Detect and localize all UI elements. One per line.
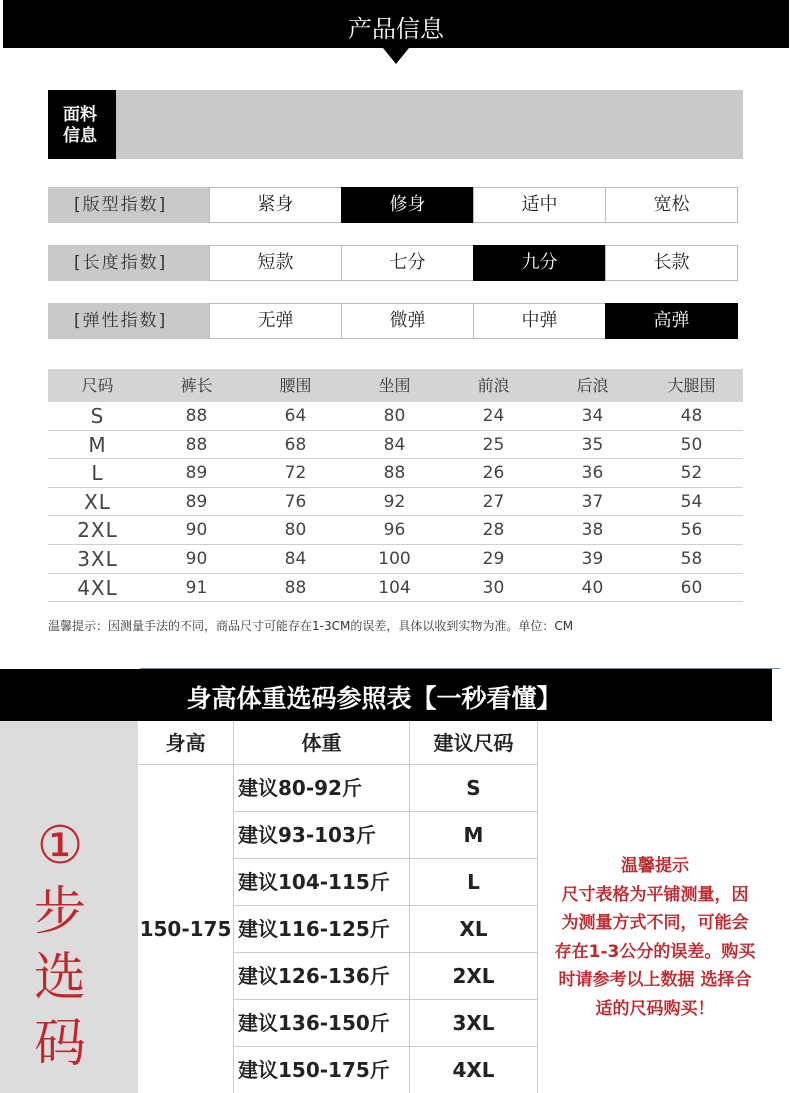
- size-table-row: [48, 516, 743, 545]
- weight-cell: 建议116-125斤: [234, 906, 410, 952]
- measurement-cell: 36: [581, 463, 604, 484]
- measurement-cell: 39: [581, 548, 604, 569]
- elasticity-index-row: [48, 303, 743, 339]
- fabric-label-line2: 信息: [63, 126, 97, 146]
- suggested-size-cell: 4XL: [410, 1047, 538, 1093]
- weight-header: 体重: [234, 721, 410, 765]
- size-table-header: [48, 369, 743, 402]
- elasticity-index-label: [弹性指数]: [48, 303, 210, 339]
- measurement-cell: 80: [383, 406, 406, 426]
- size-table-row: [48, 545, 743, 574]
- measurement-cell: 88: [284, 577, 307, 598]
- reference-row: [234, 765, 538, 812]
- size-cell: M: [88, 432, 107, 457]
- fit-option: 紧身: [209, 187, 342, 223]
- header-cell: 前浪: [477, 376, 510, 395]
- measurement-cell: 91: [185, 577, 208, 598]
- elasticity-option: 微弹: [341, 303, 474, 339]
- step-number: ①: [36, 816, 84, 876]
- size-table-row: [48, 431, 743, 460]
- measurement-cell: 54: [680, 491, 703, 512]
- size-cell: 2XL: [77, 518, 118, 543]
- reference-row: [234, 906, 538, 953]
- measurement-cell: 89: [185, 491, 208, 512]
- measurement-note: 温馨提示：因测量手法的不同，商品尺寸可能存在1-3CM的误差，具体以收到实物为准。单位：CM: [48, 619, 574, 633]
- fabric-info-label: [48, 90, 116, 159]
- tip-line: 时请参考以上数据 选择合: [558, 970, 752, 990]
- measurement-cell: 37: [581, 491, 604, 512]
- measurement-cell: 88: [383, 463, 406, 484]
- tip-line: 尺寸表格为平铺测量，因: [561, 884, 749, 905]
- weight-cell: 建议136-150斤: [234, 1000, 410, 1046]
- measurement-cell: 88: [185, 406, 208, 426]
- length-option: 短款: [209, 245, 342, 281]
- reference-row: [234, 859, 538, 906]
- fit-option-selected: 修身: [341, 187, 474, 223]
- size-header: 建议尺码: [410, 721, 538, 765]
- tip-line: 为测量方式不同，可能会: [561, 913, 749, 933]
- size-cell: 4XL: [77, 575, 118, 600]
- reference-row: [234, 1047, 538, 1093]
- tip-line: 适的尺码购买！: [595, 998, 715, 1019]
- length-index-row: [48, 245, 743, 281]
- fit-index-row: [48, 187, 743, 223]
- measurement-cell: 64: [284, 406, 307, 426]
- height-header: 身高: [138, 721, 234, 765]
- measurement-cell: 52: [680, 463, 703, 484]
- reference-row: [234, 953, 538, 1000]
- fabric-label-line1: 面料: [63, 105, 97, 125]
- measurement-cell: 25: [482, 434, 505, 455]
- weight-cell: 建议80-92斤: [234, 765, 410, 811]
- size-table-row: [48, 488, 743, 517]
- measurement-cell: 30: [482, 577, 505, 598]
- suggested-size-cell: L: [410, 859, 538, 905]
- size-table-row: [48, 402, 743, 431]
- measurement-cell: 104: [378, 577, 411, 598]
- elasticity-option: 无弹: [209, 303, 342, 339]
- size-table: [48, 369, 743, 602]
- measurement-cell: 34: [581, 406, 604, 426]
- fit-index-label: [版型指数]: [48, 187, 210, 223]
- suggested-size-cell: M: [410, 812, 538, 858]
- step-char: 选: [33, 948, 86, 1008]
- header-cell: 后浪: [576, 376, 609, 395]
- measurement-cell: 96: [383, 520, 406, 541]
- size-cell: XL: [84, 489, 111, 514]
- size-cell: 3XL: [77, 546, 118, 571]
- fit-option: 宽松: [605, 187, 738, 223]
- measurement-cell: 38: [581, 520, 604, 541]
- weight-cell: 建议93-103斤: [234, 812, 410, 858]
- measurement-cell: 80: [284, 520, 307, 541]
- fabric-info-bar: [48, 90, 743, 159]
- length-option-selected: 九分: [473, 245, 606, 281]
- measurement-cell: 90: [185, 548, 208, 569]
- measurement-cell: 58: [680, 548, 703, 569]
- step-char: 码: [33, 1014, 86, 1074]
- suggested-size-cell: 3XL: [410, 1000, 538, 1046]
- length-index-label: [长度指数]: [48, 245, 210, 281]
- measurement-cell: 84: [383, 434, 406, 455]
- header-cell: 坐围: [378, 376, 411, 395]
- reference-title: 身高体重选码参照表【一秒看懂】: [186, 684, 562, 713]
- reference-banner: [0, 669, 772, 721]
- weight-cell: 建议150-175斤: [234, 1047, 410, 1093]
- size-cell: L: [91, 461, 104, 486]
- measurement-cell: 100: [378, 548, 411, 569]
- size-cell: S: [90, 404, 105, 428]
- measurement-cell: 60: [680, 577, 703, 598]
- elasticity-option-selected: 高弹: [605, 303, 738, 339]
- header-cell: 腰围: [279, 376, 312, 395]
- weight-cell: 建议126-136斤: [234, 953, 410, 999]
- measurement-cell: 56: [680, 520, 703, 541]
- measurement-cell: 84: [284, 548, 307, 569]
- measurement-cell: 48: [680, 406, 703, 426]
- header-cell: 大腿围: [667, 376, 716, 395]
- step-label: [22, 813, 98, 1077]
- fit-option: 适中: [473, 187, 606, 223]
- measurement-cell: 27: [482, 491, 505, 512]
- tip-box: [538, 852, 772, 1023]
- header-cell: 尺码: [81, 376, 114, 395]
- measurement-cell: 35: [581, 434, 604, 455]
- tip-line: 温馨提示: [621, 856, 689, 876]
- measurement-cell: 40: [581, 577, 604, 598]
- length-option: 长款: [605, 245, 738, 281]
- reference-row: [234, 1000, 538, 1047]
- step-column: [0, 721, 138, 1093]
- header-banner: [3, 0, 789, 48]
- measurement-cell: 68: [284, 434, 307, 455]
- step-char: 步: [33, 882, 86, 942]
- height-value: 150-175: [138, 765, 234, 1093]
- measurement-cell: 50: [680, 434, 703, 455]
- length-option: 七分: [341, 245, 474, 281]
- suggested-size-cell: S: [410, 765, 538, 811]
- measurement-cell: 28: [482, 520, 505, 541]
- page-title: 产品信息: [348, 15, 444, 43]
- weight-cell: 建议104-115斤: [234, 859, 410, 905]
- down-arrow-icon: [383, 48, 409, 64]
- measurement-cell: 90: [185, 520, 208, 541]
- reference-row: [234, 812, 538, 859]
- suggested-size-cell: 2XL: [410, 953, 538, 999]
- measurement-cell: 76: [284, 491, 307, 512]
- measurement-cell: 88: [185, 434, 208, 455]
- size-table-row: [48, 459, 743, 488]
- measurement-cell: 29: [482, 548, 505, 569]
- measurement-cell: 92: [383, 491, 406, 512]
- measurement-cell: 24: [482, 406, 505, 426]
- measurement-cell: 26: [482, 463, 505, 484]
- header-cell: 裤长: [180, 376, 213, 395]
- measurement-cell: 72: [284, 463, 307, 484]
- suggested-size-cell: XL: [410, 906, 538, 952]
- measurement-cell: 89: [185, 463, 208, 484]
- size-table-row: [48, 574, 743, 603]
- elasticity-option: 中弹: [473, 303, 606, 339]
- tip-line: 存在1-3公分的误差。购买: [554, 941, 756, 962]
